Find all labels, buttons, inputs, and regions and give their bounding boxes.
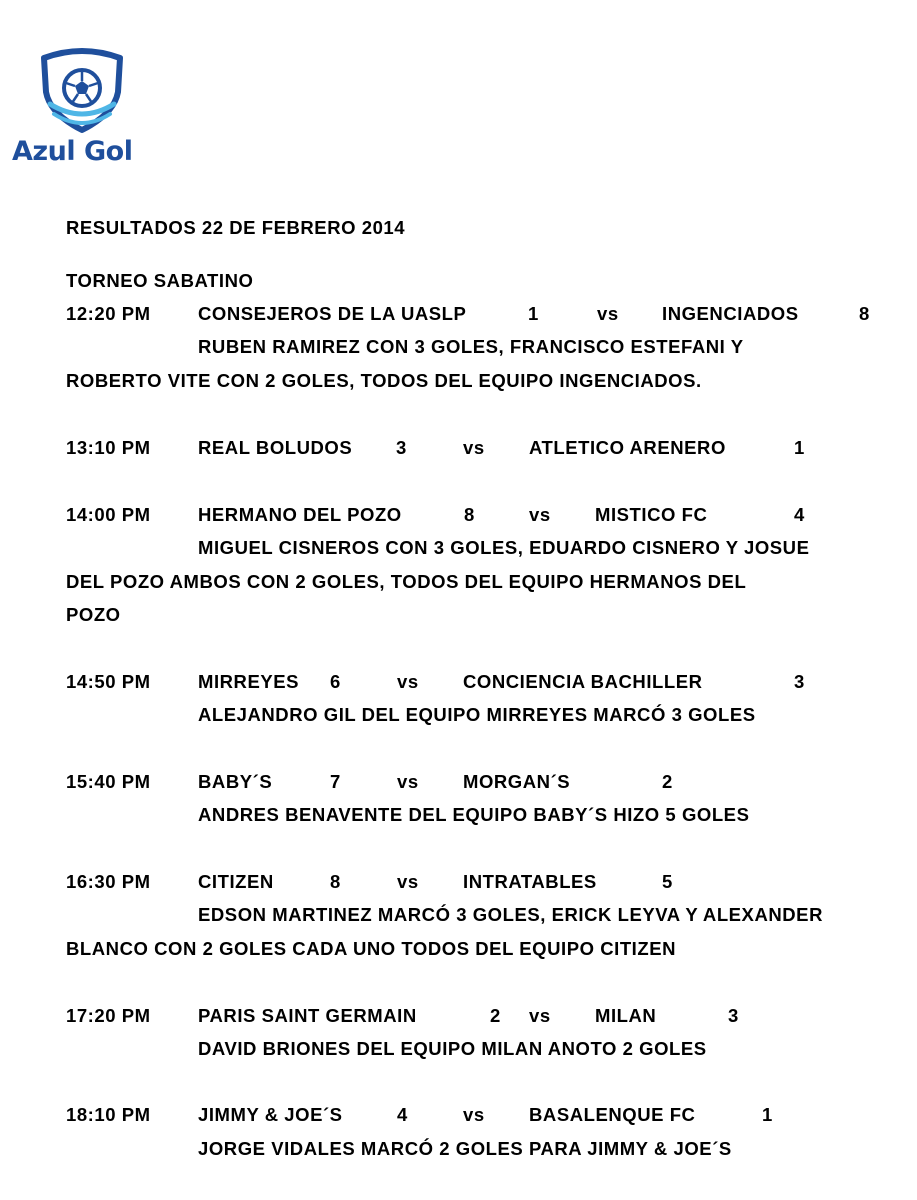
away-team: BASALENQUE FC	[529, 1104, 696, 1125]
away-score: 1	[794, 437, 805, 458]
away-team: MORGAN´S	[463, 771, 571, 792]
away-team: INGENCIADOS	[662, 303, 799, 324]
scorer-note: BLANCO CON 2 GOLES CADA UNO TODOS DEL EQUIPO CITIZEN	[66, 938, 677, 959]
away-team: MISTICO FC	[595, 504, 708, 525]
home-score: 1	[528, 303, 539, 324]
match-time: 17:20 PM	[66, 1005, 151, 1026]
home-score: 8	[464, 504, 475, 525]
away-score: 8	[859, 303, 870, 324]
away-score: 2	[662, 771, 673, 792]
home-team: HERMANO DEL POZO	[198, 504, 402, 525]
match-time: 15:40 PM	[66, 771, 151, 792]
azul-gol-logo	[12, 44, 142, 169]
match-row	[66, 771, 896, 795]
home-score: 3	[396, 437, 407, 458]
away-score: 4	[794, 504, 805, 525]
away-score: 3	[728, 1005, 739, 1026]
vs-label: vs	[397, 771, 419, 792]
home-score: 4	[397, 1104, 408, 1125]
away-team: INTRATABLES	[463, 871, 597, 892]
vs-label: vs	[397, 671, 419, 692]
scorer-note: POZO	[66, 604, 121, 625]
vs-label: vs	[597, 303, 619, 324]
match-time: 12:20 PM	[66, 303, 151, 324]
vs-label: vs	[529, 504, 551, 525]
home-team: PARIS SAINT GERMAIN	[198, 1005, 417, 1026]
match-row	[66, 303, 896, 327]
scorer-note: DAVID BRIONES DEL EQUIPO MILAN ANOTO 2 GOLES	[198, 1038, 707, 1059]
home-team: JIMMY & JOE´S	[198, 1104, 343, 1125]
scorer-note: DEL POZO AMBOS CON 2 GOLES, TODOS DEL EQUIPO HERMANOS DEL	[66, 571, 747, 592]
match-row	[66, 671, 896, 695]
home-team: REAL BOLUDOS	[198, 437, 353, 458]
scorer-note: ANDRES BENAVENTE DEL EQUIPO BABY´S HIZO 5 GOLES	[198, 804, 750, 825]
away-team: MILAN	[595, 1005, 657, 1026]
vs-label: vs	[463, 437, 485, 458]
home-score: 6	[330, 671, 341, 692]
home-team: CITIZEN	[198, 871, 274, 892]
scorer-note: ROBERTO VITE CON 2 GOLES, TODOS DEL EQUIPO INGENCIADOS.	[66, 370, 702, 391]
match-time: 13:10 PM	[66, 437, 151, 458]
home-score: 7	[330, 771, 341, 792]
match-time: 14:50 PM	[66, 671, 151, 692]
home-team: MIRREYES	[198, 671, 300, 692]
match-time: 14:00 PM	[66, 504, 151, 525]
match-row	[66, 504, 896, 528]
match-row	[66, 437, 896, 461]
scorer-note: ALEJANDRO GIL DEL EQUIPO MIRREYES MARCÓ 3 GOLES	[198, 704, 756, 725]
away-score: 5	[662, 871, 673, 892]
match-row	[66, 871, 896, 895]
soccer-ball-shield-icon	[36, 44, 128, 134]
match-row	[66, 1104, 896, 1128]
scorer-note: JORGE VIDALES MARCÓ 2 GOLES PARA JIMMY & JOE´S	[198, 1138, 732, 1159]
away-score: 1	[762, 1104, 773, 1125]
home-team: CONSEJEROS DE LA UASLP	[198, 303, 467, 324]
match-row	[66, 1005, 896, 1029]
match-time: 18:10 PM	[66, 1104, 151, 1125]
away-team: CONCIENCIA BACHILLER	[463, 671, 703, 692]
away-score: 3	[794, 671, 805, 692]
tournament-name: TORNEO SABATINO	[66, 270, 254, 291]
vs-label: vs	[397, 871, 419, 892]
match-time: 16:30 PM	[66, 871, 151, 892]
away-team: ATLETICO ARENERO	[529, 437, 726, 458]
scorer-note: MIGUEL CISNEROS CON 3 GOLES, EDUARDO CISNERO Y JOSUE	[198, 537, 810, 558]
home-score: 8	[330, 871, 341, 892]
home-score: 2	[490, 1005, 501, 1026]
vs-label: vs	[463, 1104, 485, 1125]
logo-text: Azul Gol	[12, 136, 133, 167]
scorer-note: EDSON MARTINEZ MARCÓ 3 GOLES, ERICK LEYVA Y ALEXANDER	[198, 904, 823, 925]
scorer-note: RUBEN RAMIREZ CON 3 GOLES, FRANCISCO ESTEFANI Y	[198, 336, 744, 357]
page-title: RESULTADOS 22 DE FEBRERO 2014	[66, 217, 406, 238]
vs-label: vs	[529, 1005, 551, 1026]
home-team: BABY´S	[198, 771, 273, 792]
